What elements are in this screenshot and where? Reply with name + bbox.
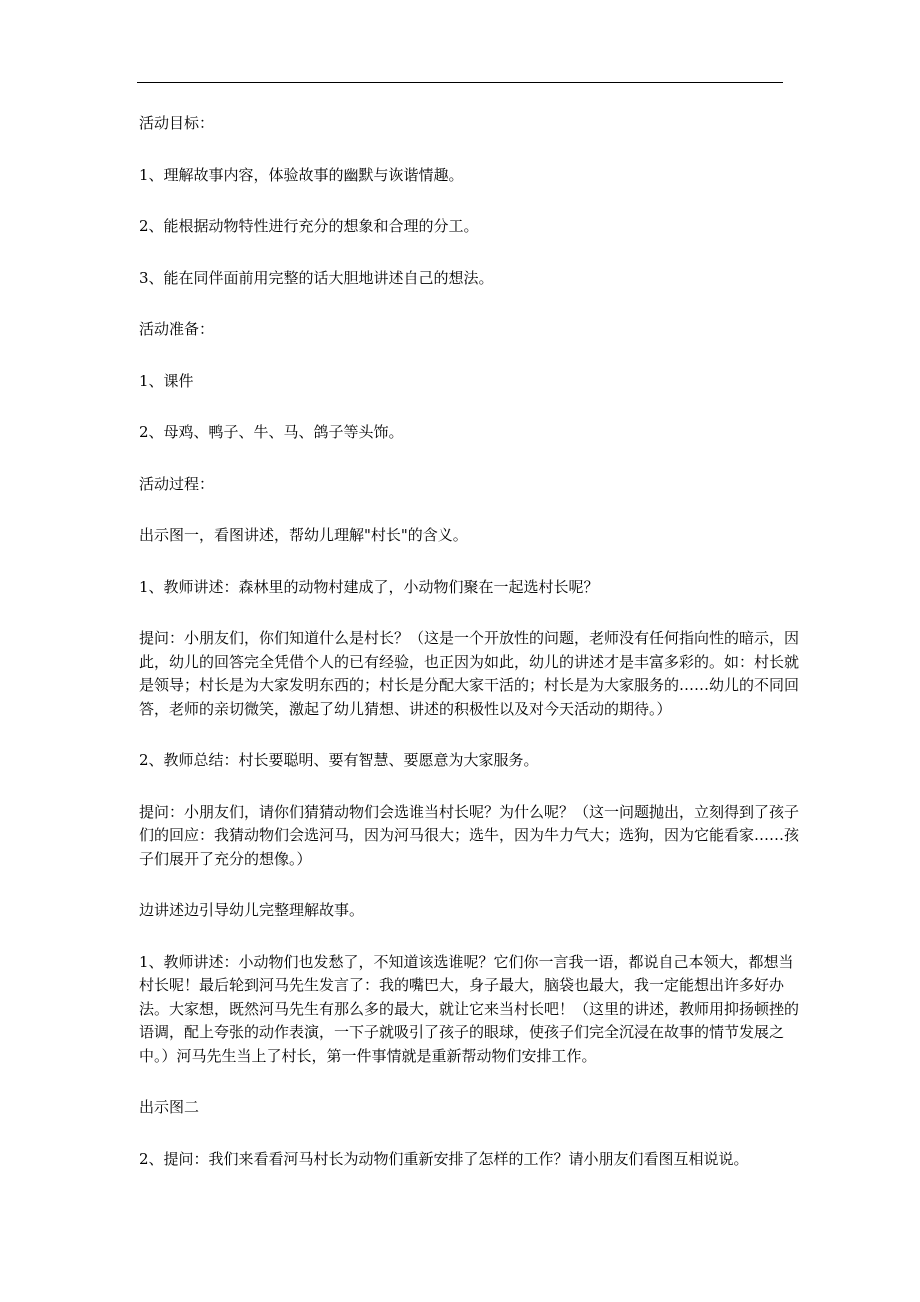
- process-step-show-picture-2: 出示图二: [139, 1098, 200, 1116]
- document-body: [139, 112, 799, 1199]
- process-teacher-narration-1: 1、教师讲述：森林里的动物村建成了，小动物们聚在一起选村长呢？: [139, 577, 599, 596]
- goal-item-3: 3、能在同伴面前用完整的话大胆地讲述自己的想法。: [139, 268, 494, 287]
- goal-item-1: 1、理解故事内容，体验故事的幽默与诙谐情趣。: [139, 165, 464, 184]
- heading-activity-goals: 活动目标：: [139, 114, 215, 132]
- process-teacher-summary: 2、教师总结：村长要聪明、要有智慧、要愿意为大家服务。: [139, 751, 539, 769]
- preparation-item-2: 2、母鸡、鸭子、牛、马、鸽子等头饰。: [139, 423, 404, 441]
- goal-item-2: 2、能根据动物特性进行充分的想象和合理的分工。: [139, 217, 479, 235]
- process-step-show-picture-1: 出示图一，看图讲述，帮幼儿理解"村长"的含义。: [139, 526, 468, 544]
- heading-activity-preparation: 活动准备：: [139, 320, 215, 338]
- heading-activity-process: 活动过程：: [139, 474, 215, 493]
- process-teacher-narration-2: 1、教师讲述：小动物们也发愁了，不知道该选谁呢？它们你一言我一语，都说自己本领大，都想当村长呢！最后轮到河马先生发言了：我的嘴巴大，身子最大，脑袋也最大，我一定能想出许多好办法。大家想，既然河马先生有那么多的最大，就让它来当村长吧！（这里的讲述，教师用抑扬顿挫的语调，配上夸张的动作表演，一下子就吸引了孩子的眼球，使孩子们完全沉浸在故事的情节发展之中。）河马先生当上了村长，第一件事情就是重新帮动物们安排工作。: [139, 952, 800, 1065]
- preparation-item-1: 1、课件: [139, 371, 194, 390]
- process-guided-story: 边讲述边引导幼儿完整理解故事。: [139, 901, 365, 919]
- header-rule: [137, 82, 783, 83]
- process-question-2: 提问：小朋友们，请你们猜猜动物们会选谁当村长呢？为什么呢？（这一问题抛出，立刻得到了孩子们的回应：我猜动物们会选河马，因为河马很大；选牛，因为牛力气大；选狗，因为它能看家……孩子们展开了充分的想像。）: [139, 802, 800, 868]
- process-question-1: 提问：小朋友们，你们知道什么是村长？（这是一个开放性的问题，老师没有任何指向性的暗示，因此，幼儿的回答完全凭借个人的已有经验，也正因为如此，幼儿的讲述才是丰富多彩的。如：村长就是领导；村长是为大家发明东西的；村长是分配大家干活的；村长是为大家服务的……幼儿的不同回答，老师的亲切微笑，激起了幼儿猜想、讲述的积极性以及对今天活动的期待。）: [139, 629, 800, 718]
- process-question-3: 2、提问：我们来看看河马村长为动物们重新安排了怎样的工作？请小朋友们看图互相说说。: [139, 1149, 749, 1168]
